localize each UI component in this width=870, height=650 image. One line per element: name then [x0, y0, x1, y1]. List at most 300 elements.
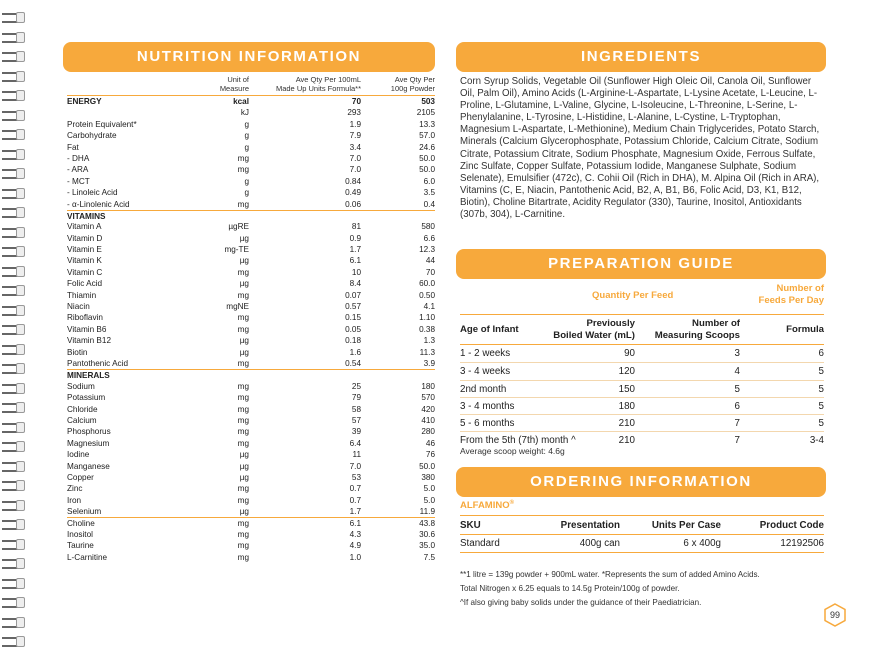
nutrition-row	[67, 381, 435, 392]
nutrient-per100g: 6.6	[423, 233, 435, 243]
nutrient-per100g: 503	[421, 97, 435, 106]
nutrient-unit: g	[244, 176, 249, 186]
nutrient-per100ml: 6.1	[349, 519, 361, 529]
prep-water: 210	[618, 435, 635, 447]
spiral-ring	[2, 90, 24, 99]
footnote: ^If also giving baby solids under the guidance of their Paediatrician.	[460, 598, 702, 607]
nutrient-unit	[207, 211, 249, 221]
nutrient-name: Biotin	[67, 347, 88, 357]
spiral-ring	[2, 51, 24, 60]
nutrient-unit: mg	[237, 290, 249, 300]
prep-age: 3 - 4 months	[460, 400, 515, 412]
nutrient-per100g: 24.6	[419, 142, 435, 152]
nutrient-per100ml: 1.7	[349, 245, 361, 255]
nutrient-unit: mg	[237, 438, 249, 448]
nutrient-name: MINERALS	[67, 371, 110, 381]
nutrition-row	[67, 529, 435, 540]
nutrient-per100g: 0.4	[423, 199, 435, 209]
nutrient-per100g: 1.3	[423, 336, 435, 346]
preparation-header: PREPARATION GUIDE	[456, 249, 826, 279]
order-presentation: 400g can	[579, 538, 620, 549]
nutrient-name: Carbohydrate	[67, 131, 117, 141]
nutrient-name: Potassium	[67, 393, 106, 403]
col-unit-header: Unit of Measure	[219, 75, 249, 93]
spiral-ring	[2, 168, 24, 177]
nutrient-per100ml	[249, 370, 361, 380]
spiral-ring	[2, 363, 24, 372]
nutrient-per100g: 44	[425, 256, 435, 266]
nutrient-per100g: 50.0	[419, 165, 435, 175]
spiral-ring	[2, 207, 24, 216]
prep-feeds: 6	[818, 348, 824, 359]
nutrient-unit: mg	[237, 495, 249, 505]
nutrient-name: Zinc	[67, 484, 83, 494]
nutrient-unit: mg	[237, 267, 249, 277]
prep-water: 150	[618, 383, 635, 395]
nutrition-row	[67, 199, 435, 210]
page-number-badge	[823, 603, 847, 627]
spiral-ring	[2, 402, 24, 411]
nutrition-row	[67, 153, 435, 164]
nutrition-row	[67, 278, 435, 289]
nutrition-row	[67, 483, 435, 494]
prep-feeds: 5	[818, 383, 824, 395]
nutrient-name: ENERGY	[67, 97, 102, 106]
nutrient-per100ml: 7.0	[349, 461, 361, 471]
spiral-ring	[2, 597, 24, 606]
prep-scoops: 6	[734, 400, 740, 412]
nutrient-name: Iodine	[67, 450, 90, 460]
nutrient-unit: µg	[239, 461, 249, 471]
nutrient-unit: mg	[237, 165, 249, 175]
col-per100ml-header: Ave Qty Per 100mL Made Up Units Formula**	[275, 75, 361, 93]
nutrient-per100g: 43.8	[419, 519, 435, 529]
col-age-header: Age of Infant	[460, 324, 519, 335]
nutrient-per100g	[361, 370, 435, 380]
nutrient-per100ml: 0.7	[349, 495, 361, 505]
spiral-ring	[2, 636, 24, 645]
page-number: 99	[829, 610, 840, 620]
ordering-column-headers	[460, 516, 824, 535]
nutrition-row	[67, 130, 435, 141]
nutrient-per100g: 11.9	[419, 507, 435, 517]
preparation-column-headers	[460, 315, 824, 345]
nutrient-name: - DHA	[67, 153, 90, 163]
nutrient-per100g: 0.50	[419, 290, 435, 300]
nutrition-row	[67, 540, 435, 551]
nutrition-row	[67, 335, 435, 346]
nutrient-unit: µg	[239, 233, 249, 243]
nutrient-per100ml: 1.6	[349, 347, 361, 357]
nutrition-row	[67, 495, 435, 506]
nutrition-row	[67, 552, 435, 563]
nutrient-name: Calcium	[67, 415, 97, 425]
nutrient-per100ml: 0.9	[349, 233, 361, 243]
nutrient-per100ml: 4.9	[349, 541, 361, 551]
prep-age: 1 - 2 weeks	[460, 348, 511, 359]
nutrient-unit: kcal	[233, 97, 249, 106]
preparation-row	[460, 362, 824, 379]
nutrient-unit: mg	[237, 519, 249, 529]
spiral-ring	[2, 71, 24, 80]
nutrient-per100g: 12.3	[419, 245, 435, 255]
nutrient-name: Selenium	[67, 507, 102, 517]
spiral-ring	[2, 441, 24, 450]
nutrient-per100g: 380	[421, 472, 435, 482]
nutrient-per100g: 50.0	[419, 461, 435, 471]
spiral-ring	[2, 558, 24, 567]
prep-water: 90	[624, 348, 635, 359]
nutrient-name: Niacin	[67, 302, 90, 312]
nutrient-name: Thiamin	[67, 290, 97, 300]
nutrient-unit: mg	[237, 404, 249, 414]
nutrient-name: Phosphorus	[67, 427, 111, 437]
nutrition-row	[67, 119, 435, 130]
feeds-per-day-label: Number of Feeds Per Day	[758, 283, 824, 306]
nutrient-name	[67, 107, 207, 118]
nutrient-per100g: 6.0	[423, 176, 435, 186]
nutrient-per100g: 7.5	[423, 552, 435, 562]
nutrient-per100ml: 1.7	[349, 507, 361, 517]
nutrient-per100g: 410	[421, 415, 435, 425]
nutrient-name: Sodium	[67, 381, 95, 391]
prep-water: 180	[618, 400, 635, 412]
nutrient-per100g: 13.3	[419, 119, 435, 129]
nutrient-per100ml: 70	[351, 97, 361, 106]
prep-scoops: 3	[734, 348, 740, 359]
spiral-ring	[2, 285, 24, 294]
spiral-ring	[2, 227, 24, 236]
nutrient-per100g: 35.0	[419, 541, 435, 551]
spiral-ring	[2, 500, 24, 509]
nutrient-per100g: 4.1	[423, 302, 435, 312]
prep-feeds: 5	[818, 418, 824, 430]
nutrient-unit: mg	[237, 313, 249, 323]
nutrient-name: Folic Acid	[67, 279, 103, 289]
nutrient-unit: mg	[237, 393, 249, 403]
registered-mark: ®	[509, 500, 515, 506]
nutrient-unit: µg	[239, 450, 249, 460]
quantity-per-feed-label: Quantity Per Feed	[592, 290, 674, 301]
order-units: 6 x 400g	[683, 538, 721, 549]
nutrition-row	[67, 347, 435, 358]
spiral-ring	[2, 246, 24, 255]
prep-age: 5 - 6 months	[460, 418, 515, 430]
nutrient-per100ml: 0.7	[349, 484, 361, 494]
nutrition-row	[67, 96, 435, 107]
nutrient-per100ml: 1.9	[349, 119, 361, 129]
nutrient-name: Copper	[67, 472, 94, 482]
prep-feeds: 5	[818, 366, 824, 378]
spiral-ring	[2, 305, 24, 314]
spiral-ring	[2, 266, 24, 275]
prep-scoops: 4	[734, 366, 740, 378]
nutrient-per100g: 70	[425, 267, 435, 277]
nutrition-row	[67, 506, 435, 517]
nutrient-unit: µg	[239, 472, 249, 482]
nutrient-unit: g	[244, 142, 249, 152]
nutrient-unit: mg	[237, 541, 249, 551]
nutrition-row	[67, 404, 435, 415]
nutrition-row	[67, 472, 435, 483]
nutrient-unit: mg-TE	[224, 245, 249, 255]
spiral-ring	[2, 12, 24, 21]
nutrient-per100g: 11.3	[419, 347, 435, 357]
prep-age: From the 5th (7th) month ^	[460, 435, 576, 447]
nutrient-per100g: 50.0	[419, 153, 435, 163]
nutrient-per100g: 46	[425, 438, 435, 448]
nutrient-per100g: 57.0	[419, 131, 435, 141]
nutrient-per100g: 76	[425, 450, 435, 460]
col-formula-header: Formula	[786, 324, 824, 335]
nutrient-per100ml: 39	[351, 427, 361, 437]
nutrient-name: Pantothenic Acid	[67, 358, 128, 368]
nutrient-name: Fat	[67, 142, 79, 152]
nutrient-name: Vitamin B12	[67, 336, 111, 346]
nutrient-name: Magnesium	[67, 438, 110, 448]
nutrient-per100ml: 6.4	[349, 438, 361, 448]
spiral-ring	[2, 617, 24, 626]
nutrient-per100ml: 7.0	[349, 153, 361, 163]
ordering-table	[460, 515, 824, 553]
nutrient-per100g: 1.10	[419, 313, 435, 323]
prep-water: 120	[618, 366, 635, 378]
nutrition-row	[67, 187, 435, 198]
nutrient-name: - ARA	[67, 165, 89, 175]
nutrient-name: Iron	[67, 495, 82, 505]
nutrient-per100ml: 81	[351, 222, 361, 232]
nutrient-name: Choline	[67, 519, 95, 529]
nutrition-row	[67, 107, 435, 118]
nutrition-row	[67, 142, 435, 153]
spiral-ring	[2, 422, 24, 431]
nutrient-unit: mg	[237, 484, 249, 494]
spiral-ring	[2, 324, 24, 333]
nutrient-unit: mg	[237, 153, 249, 163]
nutrient-per100ml: 0.06	[345, 199, 361, 209]
nutrient-per100ml: 0.49	[345, 188, 361, 198]
col-sku-header: SKU	[460, 520, 481, 531]
nutrient-per100ml: 8.4	[349, 279, 361, 289]
nutrition-row	[67, 461, 435, 472]
nutrient-unit: mg	[237, 358, 249, 368]
nutrient-name: Manganese	[67, 461, 110, 471]
spiral-ring	[2, 519, 24, 528]
ordering-rows	[460, 535, 824, 553]
col-code-header: Product Code	[759, 520, 824, 531]
nutrient-per100g: 30.6	[419, 529, 435, 539]
nutrient-name: Riboflavin	[67, 313, 103, 323]
col-per100g-header: Ave Qty Per 100g Powder	[390, 75, 435, 93]
nutrient-name: Vitamin E	[67, 245, 102, 255]
nutrient-per100ml: 1.0	[349, 552, 361, 562]
nutrition-row	[67, 244, 435, 255]
nutrient-per100g: 3.5	[423, 188, 435, 198]
nutrient-name: Taurine	[67, 541, 94, 551]
nutrition-header: NUTRITION INFORMATION	[63, 42, 435, 72]
brand-name: ALFAMINO®	[460, 500, 515, 512]
nutrient-unit: µgRE	[228, 222, 249, 232]
nutrient-per100ml: 6.1	[349, 256, 361, 266]
nutrient-name: Vitamin K	[67, 256, 102, 266]
preparation-table	[460, 314, 824, 449]
prep-water: 210	[618, 418, 635, 430]
prep-age: 3 - 4 weeks	[460, 366, 511, 378]
nutrient-unit: µg	[239, 347, 249, 357]
spiral-ring	[2, 344, 24, 353]
nutrient-per100ml: 3.4	[349, 142, 361, 152]
nutrient-unit: kJ	[240, 108, 249, 118]
nutrient-per100g: 280	[421, 427, 435, 437]
nutrient-per100ml: 11	[352, 450, 361, 460]
nutrient-unit: µg	[239, 279, 249, 289]
nutrition-rows	[67, 96, 435, 563]
nutrition-row	[67, 415, 435, 426]
nutrition-row	[67, 449, 435, 460]
col-presentation-header: Presentation	[560, 520, 620, 531]
nutrition-row	[67, 312, 435, 323]
nutrient-name: - α-Linolenic Acid	[67, 199, 130, 209]
ingredients-header: INGREDIENTS	[456, 42, 826, 72]
nutrition-row	[67, 369, 435, 380]
nutrient-per100g: 420	[421, 404, 435, 414]
prep-age: 2nd month	[460, 383, 507, 395]
nutrient-unit: mg	[237, 427, 249, 437]
spiral-binding	[0, 0, 30, 650]
nutrient-per100ml: 25	[351, 381, 361, 391]
nutrient-per100ml	[249, 211, 361, 221]
nutrition-row	[67, 164, 435, 175]
col-scoops-header: Number of Measuring Scoops	[654, 317, 740, 341]
prep-scoops: 7	[734, 435, 740, 447]
nutrition-table	[67, 75, 435, 563]
nutrient-per100ml: 57	[351, 415, 361, 425]
spiral-ring	[2, 461, 24, 470]
nutrient-per100ml: 0.15	[345, 313, 361, 323]
ordering-header: ORDERING INFORMATION	[456, 467, 826, 497]
nutrition-row	[67, 392, 435, 403]
nutrient-per100ml: 0.84	[345, 176, 361, 186]
nutrient-unit: mg	[237, 199, 249, 209]
footnote: **1 litre = 139g powder + 900mL water. *Represents the sum of added Amino Acids.	[460, 570, 760, 579]
nutrient-name: Vitamin D	[67, 233, 103, 243]
nutrient-name: Chloride	[67, 404, 98, 414]
nutrition-column-headers	[67, 75, 435, 96]
nutrient-name: VITAMINS	[67, 211, 106, 221]
nutrient-name: Vitamin C	[67, 267, 103, 277]
nutrient-unit: g	[244, 188, 249, 198]
prep-scoops: 7	[734, 418, 740, 430]
nutrient-per100g: 180	[421, 381, 435, 391]
order-sku: Standard	[460, 538, 500, 549]
footnote: Total Nitrogen x 6.25 equals to 14.5g Protein/100g of powder.	[460, 584, 680, 593]
nutrient-per100ml: 0.07	[345, 290, 361, 300]
nutrient-per100g: 570	[421, 393, 435, 403]
nutrient-per100ml: 0.57	[345, 302, 361, 312]
nutrient-name: Inositol	[67, 529, 93, 539]
preparation-row	[460, 414, 824, 431]
nutrient-per100ml: 79	[351, 393, 361, 403]
prep-feeds: 5	[818, 400, 824, 412]
nutrient-per100ml: 10	[351, 267, 361, 277]
nutrition-row	[67, 517, 435, 528]
col-units-header: Units Per Case	[651, 520, 721, 531]
prep-feeds: 3-4	[809, 435, 824, 447]
nutrient-per100ml: 7.0	[349, 165, 361, 175]
nutrient-per100g	[361, 211, 435, 221]
spiral-ring	[2, 188, 24, 197]
nutrition-row	[67, 221, 435, 232]
nutrition-row	[67, 438, 435, 449]
nutrition-row	[67, 358, 435, 369]
spiral-ring	[2, 149, 24, 158]
order-product-code: 12192506	[780, 538, 824, 549]
nutrient-per100g: 3.9	[423, 358, 435, 368]
nutrient-per100g: 60.0	[419, 279, 435, 289]
nutrient-unit: mg	[237, 381, 249, 391]
nutrition-row	[67, 233, 435, 244]
nutrient-per100ml: 7.9	[349, 131, 361, 141]
nutrition-row	[67, 267, 435, 278]
nutrient-per100g: 5.0	[423, 484, 435, 494]
nutrient-name: Vitamin A	[67, 222, 102, 232]
spiral-ring	[2, 32, 24, 41]
nutrient-unit: g	[244, 119, 249, 129]
spiral-ring	[2, 129, 24, 138]
nutrient-unit: g	[244, 131, 249, 141]
ordering-row	[460, 535, 824, 553]
nutrition-row	[67, 301, 435, 312]
nutrient-unit: µg	[239, 256, 249, 266]
col-water-header: Previously Boiled Water (mL)	[553, 317, 635, 341]
spiral-ring	[2, 383, 24, 392]
nutrient-per100ml: 0.54	[345, 358, 361, 368]
spiral-ring	[2, 480, 24, 489]
nutrient-unit: mg	[237, 552, 249, 562]
prep-scoops: 5	[734, 383, 740, 395]
nutrient-per100ml: 4.3	[349, 529, 361, 539]
nutrition-row	[67, 290, 435, 301]
nutrition-row	[67, 255, 435, 266]
nutrient-unit: µg	[239, 336, 249, 346]
preparation-rows	[460, 345, 824, 449]
preparation-row	[460, 397, 824, 414]
nutrient-unit: mgNE	[226, 302, 249, 312]
nutrient-per100g: 580	[421, 222, 435, 232]
nutrient-name: - MCT	[67, 176, 90, 186]
nutrient-per100g: 0.38	[419, 324, 435, 334]
nutrient-name: L-Carnitine	[67, 552, 108, 562]
spiral-ring	[2, 110, 24, 119]
preparation-row	[460, 345, 824, 362]
nutrition-row	[67, 176, 435, 187]
nutrition-row	[67, 210, 435, 221]
spiral-ring	[2, 539, 24, 548]
nutrient-per100ml: 293	[347, 108, 361, 118]
nutrient-unit: µg	[239, 507, 249, 517]
nutrition-row	[67, 324, 435, 335]
nutrient-per100g: 5.0	[423, 495, 435, 505]
nutrient-per100ml: 0.18	[345, 336, 361, 346]
nutrient-unit: mg	[237, 529, 249, 539]
preparation-row	[460, 380, 824, 397]
footnotes	[460, 568, 830, 610]
nutrient-name: Vitamin B6	[67, 324, 107, 334]
ingredients-text: Corn Syrup Solids, Vegetable Oil (Sunflower High Oleic Oil, Canola Oil, Sunflower Oil, Palm Oil), Amino Acids (L-Arginine-L-Aspartate, L-Lysine Acetate, L-Leucine, L-Proline, L-Glutamine, L-Valine, Glycine, L-Isoleucine, L-Threonine, L-Serine, L-Phenylalanine, L-Tyrosine, L-Histidine, L-Alanine, L-Cystine, L-Tryptophan, Magnesium L-Aspartate, L-Methionine), Medium Chain Triglycerides, Potato Starch, Minerals (Calcium Glycerophosphate, Potassium Chloride, Calcium Citrate, Sodium Citrate, Potassium Citrate, Sodium Phosphate, Magnesium Oxide, Ferrous Sulfate, Zinc Sulfate, Copper Sulfate, Potassium Iodide, Manganese Sulphate, Sodium Selenate), Emulsifier (472c), C. Cohii Oil (Rich in DHA), M. Alpina Oil (Rich in ARA), Vitamins (C, E, Niacin, Pantothenic Acid, B2, A, B1, B6, Folic Acid, D3, K1, B12, Biotin), Choline Bitartrate, Acidity Regulator (330), Taurine, Inositol, Antioxidants (307b, 304), L-Carnitine.	[460, 76, 820, 221]
nutrient-per100ml: 53	[351, 472, 361, 482]
nutrition-row	[67, 426, 435, 437]
nutrient-unit: mg	[237, 415, 249, 425]
